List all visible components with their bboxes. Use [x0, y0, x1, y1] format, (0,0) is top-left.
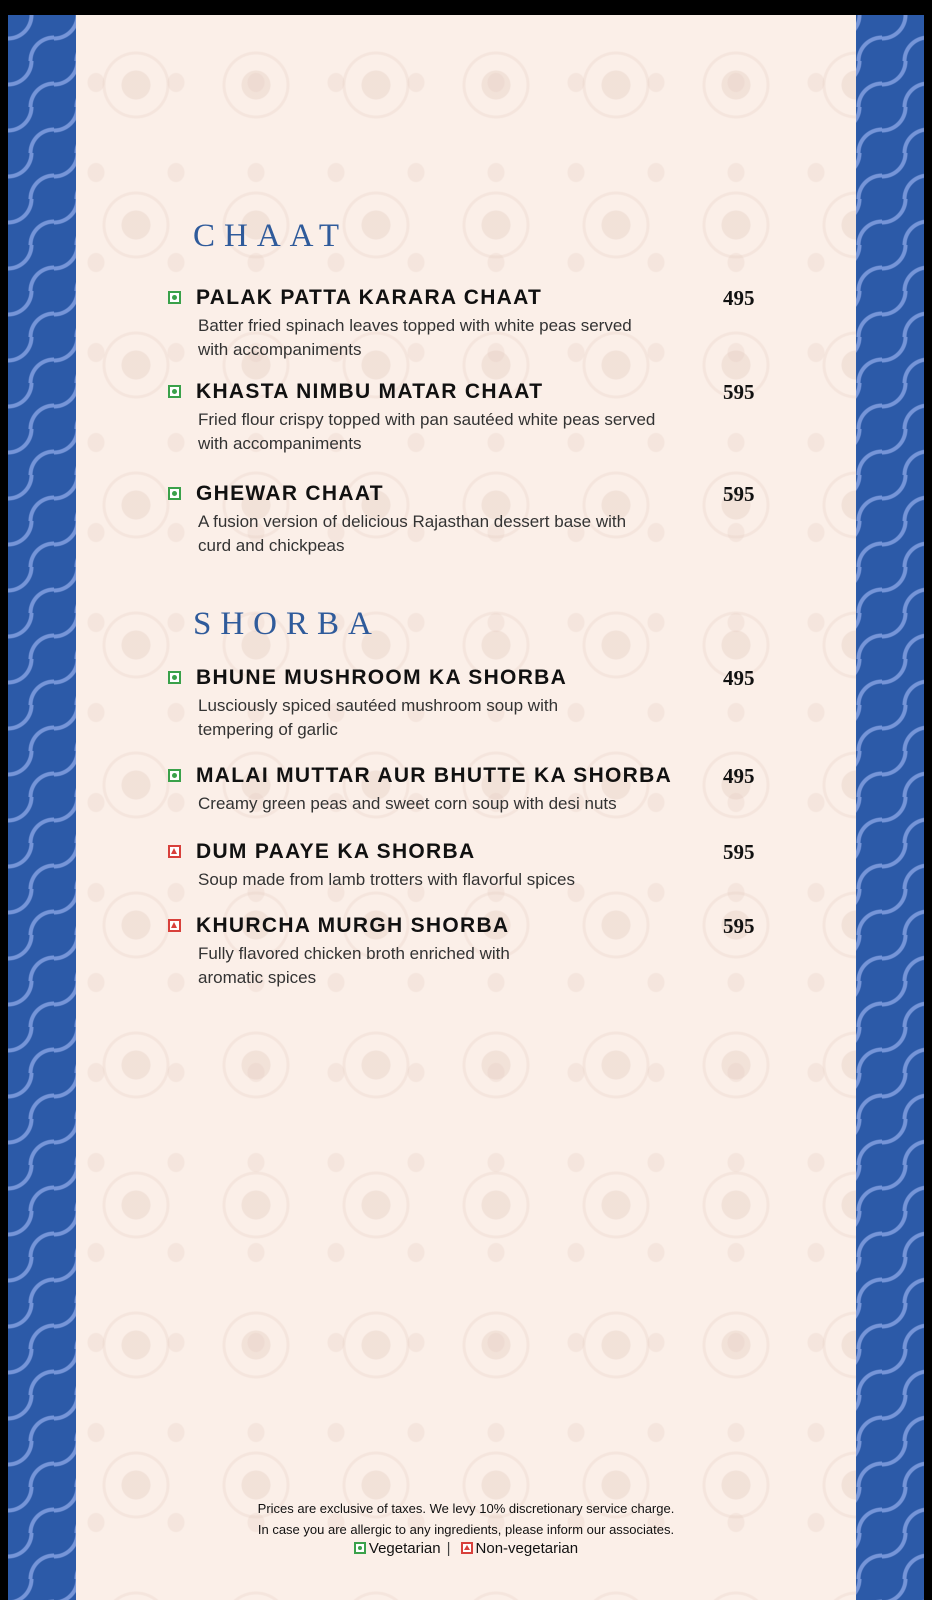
legend-nonveg-label: Non-vegetarian — [475, 1540, 579, 1557]
non-veg-icon — [461, 1542, 473, 1554]
item-price: 495 — [723, 286, 755, 310]
item-price: 595 — [723, 482, 755, 506]
item-description: Fully flavored chicken broth enriched with aromatic spices — [198, 944, 510, 987]
allergy-note: In case you are allergic to any ingredients, please inform our associates. — [257, 1522, 675, 1537]
non-veg-icon — [168, 919, 181, 932]
item-price: 495 — [723, 666, 755, 690]
section-title-chaat: CHAAT — [193, 218, 349, 254]
non-veg-icon — [168, 845, 181, 858]
item-description: Lusciously spiced sautéed mushroom soup with tempering of garlic — [198, 696, 559, 739]
veg-icon — [168, 487, 181, 500]
item-description: Fried flour crispy topped with pan sautéed white peas served with accompaniments — [198, 410, 656, 453]
item-name: DUM PAAYE KA SHORBA — [196, 840, 476, 863]
item-price: 595 — [723, 914, 755, 938]
veg-icon — [354, 1542, 366, 1554]
item-price: 595 — [723, 840, 755, 864]
section-title-shorba: SHORBA — [193, 606, 381, 642]
item-name: MALAI MUTTAR AUR BHUTTE KA SHORBA — [196, 764, 673, 787]
item-description: Batter fried spinach leaves topped with white peas served with accompaniments — [198, 316, 632, 359]
item-description: Soup made from lamb trotters with flavorful spices — [198, 870, 575, 889]
veg-icon — [168, 385, 181, 398]
veg-icon — [168, 671, 181, 684]
item-description: A fusion version of delicious Rajasthan dessert base with curd and chickpeas — [198, 512, 627, 555]
item-price: 595 — [723, 380, 755, 404]
legend — [76, 1540, 856, 1557]
veg-icon — [168, 769, 181, 782]
tax-note: Prices are exclusive of taxes. We levy 10% discretionary service charge. — [257, 1501, 675, 1516]
item-name: BHUNE MUSHROOM KA SHORBA — [196, 666, 568, 689]
item-description: Creamy green peas and sweet corn soup with desi nuts — [198, 794, 617, 813]
legend-veg-label: Vegetarian — [368, 1540, 441, 1557]
item-name: KHASTA NIMBU MATAR CHAAT — [196, 380, 544, 403]
item-name: GHEWAR CHAAT — [196, 482, 384, 505]
veg-icon — [168, 291, 181, 304]
item-name: KHURCHA MURGH SHORBA — [196, 914, 510, 937]
legend-separator: | — [446, 1540, 451, 1557]
item-price: 495 — [723, 764, 755, 788]
item-name: PALAK PATTA KARARA CHAAT — [196, 286, 543, 309]
